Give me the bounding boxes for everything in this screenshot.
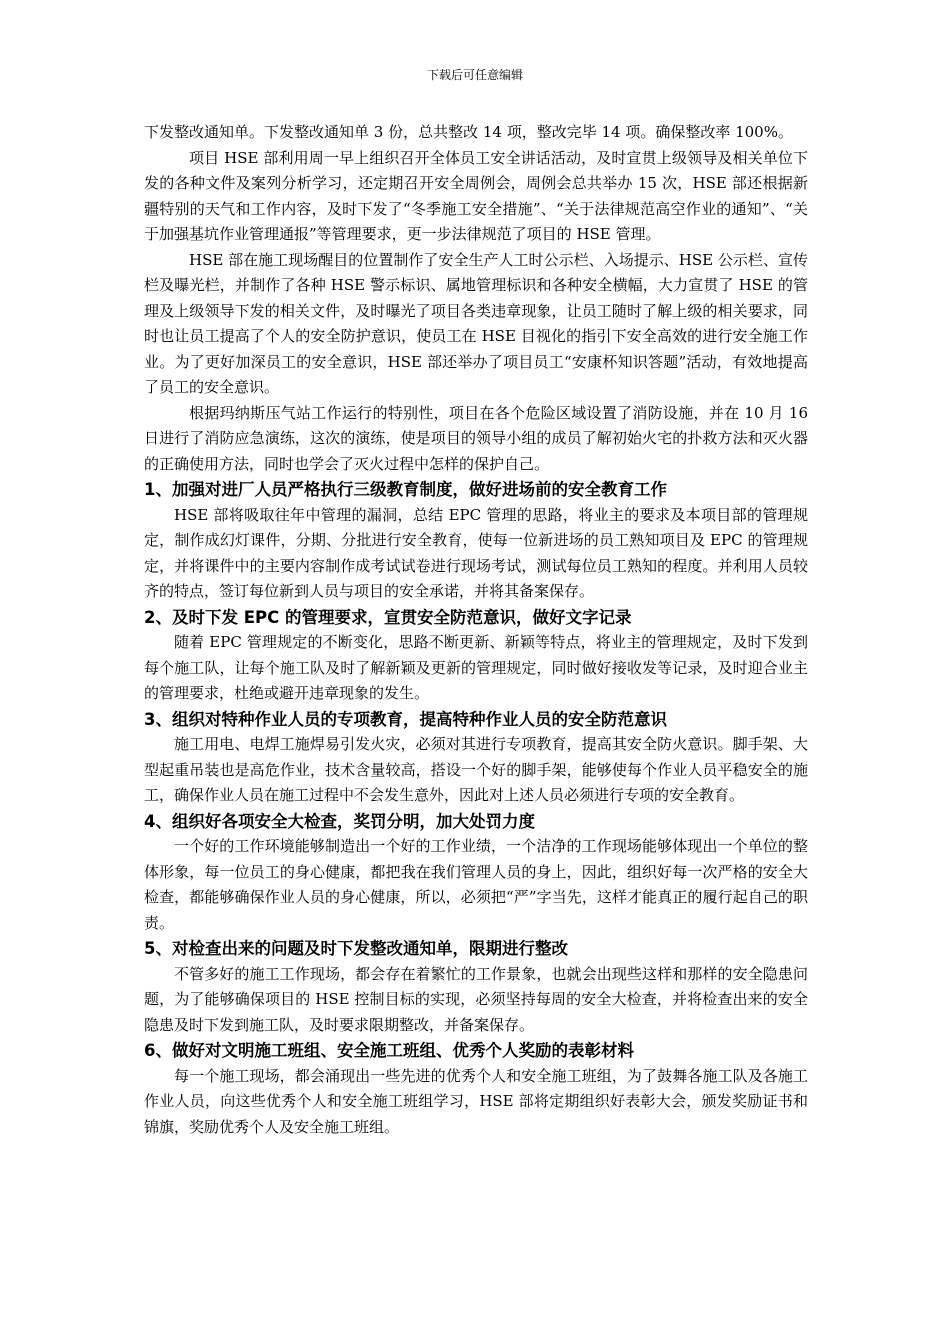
document-body <box>144 120 808 1140</box>
section-body-4: 一个好的工作环境能够制造出一个好的工作业绩，一个洁净的工作现场能够体现出一个单位的整体形象，每一位员工的身心健康，都把我在我们管理人员的身上，因此，组织好每一次严格的安全大检查，都能够确保作业人员的身心健康，所以，必须把“严”字当先，这样才能真正的履行起自己的职责。 <box>144 837 808 932</box>
section-heading-3: 3、组织对特种作业人员的专项教育，提高特种作业人员的安全防范意识 <box>144 709 667 729</box>
page-header: 下载后可任意编辑 <box>426 68 523 82</box>
paragraph-fire-drill: 根据玛纳斯压气站工作运行的特别性，项目在各个危险区域设置了消防设施，并在 10 月 16 日进行了消防应急演练，这次的演练，使是项目的领导小组的成员了解初始火宅的扑救方法和灭火器的正确使用方法，同时也学会了灭火过程中怎样的保护自己。 <box>144 403 808 473</box>
paragraph-hse-meetings: 项目 HSE 部利用周一早上组织召开全体员工安全讲话活动，及时宣贯上级领导及相关单位下发的各种文件及案列分析学习，还定期召开安全周例会，周例会总共举办 15 次，HSE 部还根据新疆特别的天气和工作内容，及时下发了“冬季施工安全措施”、“关于法律规范高空作业的通知”、“关于加强基坑作业管理通报”等管理要求，更一步法律规范了项目的 HSE 管理。 <box>144 148 808 243</box>
section-body-5: 不管多好的施工工作现场，都会存在着繁忙的工作景象，也就会出现些这样和那样的安全隐患问题，为了能够确保项目的 HSE 控制目标的实现，必须坚持每周的安全大检查，并将检查出来的安全隐患及时下发到施工队，及时要求限期整改，并备案保存。 <box>144 964 808 1034</box>
paragraph-hse-boards: HSE 部在施工现场醒目的位置制作了安全生产人工时公示栏、入场提示、HSE 公示栏、宣传栏及曝光栏，并制作了各种 HSE 警示标识、属地管理标识和各种安全横幅，大力宣贯了 HSE 的管理及上级领导下发的相关文件，及时曝光了项目各类违章现象，让员工随时了解上级的相关要求，同时也让员工提高了个人的安全防护意识，使员工在 HSE 目视化的指引下安全高效的进行安全施工作业。为了更好加深员工的安全意识，HSE 部还举办了项目员工“安康杯知识答题”活动，有效地提高了员工的安全意识。 <box>144 250 808 396</box>
section-body-3: 施工用电、电焊工施焊易引发火灾，必须对其进行专项教育，提高其安全防火意识。脚手架、大型起重吊装也是高危作业，技术含量较高，搭设一个好的脚手架，能够使每个作业人员平稳安全的施工，确保作业人员在施工过程中不会发生意外，因此对上述人员必须进行专项的安全教育。 <box>144 735 808 804</box>
section-heading-5: 5、对检查出来的问题及时下发整改通知单，限期进行整改 <box>144 939 568 958</box>
paragraph-continuation: 下发整改通知单。下发整改通知单 3 份，总共整改 14 项，整改完毕 14 项。确保整改率 100%。 <box>144 123 793 141</box>
section-body-6: 每一个施工现场，都会涌现出一些先进的优秀个人和安全施工班组，为了鼓舞各施工队及各施工作业人员，向这些优秀个人和安全施工班组学习，HSE 部将定期组织好表彰大会，颁发奖励证书和锦旗，奖励优秀个人及安全施工班组。 <box>144 1066 808 1136</box>
section-body-2: 随着 EPC 管理规定的不断变化，思路不断更新、新颖等特点，将业主的管理规定，及时下发到每个施工队，让每个施工队及时了解新颖及更新的管理规定，同时做好接收发等记录，及时迎合业主的管理要求，杜绝或避开违章现象的发生。 <box>144 633 808 702</box>
section-heading-6: 6、做好对文明施工班组、安全施工班组、优秀个人奖励的表彰材料 <box>144 1041 634 1060</box>
section-heading-1: 1、加强对进厂人员严格执行三级教育制度，做好进场前的安全教育工作 <box>144 480 667 499</box>
section-heading-2: 2、及时下发 EPC 的管理要求，宣贯安全防范意识，做好文字记录 <box>144 607 632 627</box>
section-heading-4: 4、组织好各项安全大检查，奖罚分明，加大处罚力度 <box>144 811 535 831</box>
section-body-1: HSE 部将吸取往年中管理的漏洞，总结 EPC 管理的思路，将业主的要求及本项目部的管理规定，制作成幻灯课件，分期、分批进行安全教育，使每一位新进场的员工熟知项目及 EPC 的管理规定，并将课件中的主要内容制作成考试试卷进行现场考试，测试每位员工熟知的程度。并利用人员较齐的特点，签订每位新到人员与项目的安全承诺，并将其备案保存。 <box>144 505 808 600</box>
